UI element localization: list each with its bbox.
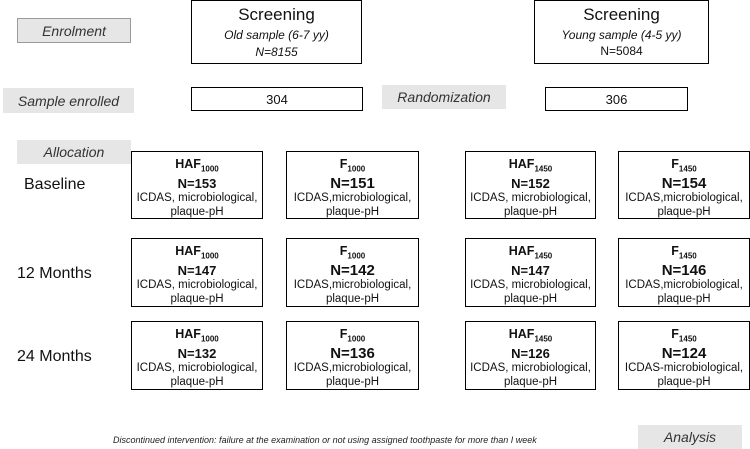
group-name-base: HAF	[508, 157, 535, 171]
group-name-base: F	[671, 157, 679, 171]
group-name-subscript: 1450	[534, 164, 553, 174]
group-name	[287, 157, 418, 177]
sample-enrolled-label	[3, 88, 134, 113]
screening-box-young	[534, 0, 709, 64]
screening-title: Screening	[238, 5, 315, 24]
timepoint-24-months: 24 Months	[17, 348, 92, 365]
group-name-subscript: 1450	[534, 251, 553, 261]
group-n: N=151	[330, 174, 375, 192]
group-name-base: F	[339, 244, 348, 258]
group-name	[466, 327, 595, 347]
group-box	[286, 151, 419, 219]
group-measures: ICDAS,microbiological, plaque-pH	[293, 278, 412, 305]
group-name	[619, 327, 749, 347]
group-box	[618, 321, 750, 390]
group-measures: ICDAS,microbiological, plaque-pH	[625, 278, 743, 305]
group-n: N=142	[330, 261, 375, 279]
enrolled-count-value: 306	[605, 91, 628, 107]
group-measures: ICDAS,microbiological, plaque-pH	[293, 191, 412, 218]
group-name-subscript: 1000	[347, 251, 366, 261]
analysis-label	[638, 425, 742, 449]
group-name	[466, 157, 595, 177]
group-n: N=154	[661, 174, 707, 192]
enrolled-count-young	[545, 87, 688, 111]
allocation-label	[17, 140, 131, 164]
group-name	[132, 244, 262, 264]
group-name-base: F	[339, 157, 348, 171]
group-measures: ICDAS, microbiological, plaque-pH	[470, 278, 591, 305]
group-name-subscript: 1000	[200, 164, 219, 174]
screening-n: N=5084	[600, 44, 643, 58]
group-n: N=124	[661, 344, 707, 362]
group-measures: ICDAS, microbiological, plaque-pH	[136, 361, 258, 388]
group-name	[132, 157, 262, 177]
screening-subtitle: Young sample (4-5 yy)	[561, 28, 682, 42]
group-name-subscript: 1450	[678, 164, 697, 174]
enrolment-text: Enrolment	[42, 22, 106, 39]
group-n: N=147	[511, 262, 550, 278]
group-name-base: F	[671, 327, 679, 341]
group-name-base: HAF	[175, 157, 201, 171]
group-name-base: F	[339, 327, 348, 341]
group-name	[619, 244, 749, 264]
enrolled-count-old	[191, 87, 363, 111]
randomization-label	[382, 85, 506, 109]
group-n: N=136	[330, 344, 375, 362]
screening-n: N=8155	[255, 45, 298, 59]
enrolment-label	[17, 18, 131, 43]
group-name-base: HAF	[175, 244, 201, 258]
allocation-text: Allocation	[43, 144, 105, 160]
group-name-subscript: 1450	[678, 251, 697, 261]
group-box	[131, 151, 263, 219]
sample-enrolled-text: Sample enrolled	[17, 92, 120, 109]
group-measures: ICDAS, microbiological, plaque-pH	[470, 361, 591, 388]
randomization-text: Randomization	[397, 89, 491, 105]
group-name-subscript: 1000	[200, 334, 219, 344]
group-name-base: F	[671, 244, 679, 258]
group-measures: ICDAS, microbiological, plaque-pH	[470, 191, 591, 218]
group-name-subscript: 1450	[534, 334, 553, 344]
group-name-subscript: 1000	[347, 334, 366, 344]
group-box	[618, 238, 750, 307]
group-box	[465, 238, 596, 307]
group-measures: ICDAS,microbiological, plaque-pH	[293, 361, 412, 388]
group-name-subscript: 1000	[347, 164, 366, 174]
group-n: N=126	[511, 345, 550, 361]
discontinued-note: Discontinued intervention: failure at the examination or not using assigned toothpaste for more than I week	[113, 435, 537, 445]
group-n: N=132	[177, 345, 217, 361]
group-n: N=146	[661, 261, 707, 279]
group-n: N=152	[511, 175, 550, 191]
screening-subtitle: Old sample (6-7 yy)	[224, 28, 329, 42]
group-n: N=153	[177, 175, 217, 191]
group-box	[131, 238, 263, 307]
group-measures: ICDAS,microbiological, plaque-pH	[625, 191, 743, 218]
group-name-base: HAF	[508, 327, 535, 341]
screening-title: Screening	[583, 5, 660, 24]
group-box	[286, 321, 419, 390]
group-box	[465, 151, 596, 219]
group-box	[618, 151, 750, 219]
group-name	[287, 327, 418, 347]
group-name-base: HAF	[508, 244, 535, 258]
group-name-base: HAF	[175, 327, 201, 341]
group-box	[131, 321, 263, 390]
group-name-subscript: 1450	[678, 334, 697, 344]
group-box	[286, 238, 419, 307]
group-measures: ICDAS, microbiological, plaque-pH	[136, 278, 258, 305]
group-name-subscript: 1000	[200, 251, 219, 261]
group-n: N=147	[177, 262, 217, 278]
enrolled-count-value: 304	[266, 91, 288, 107]
group-box	[465, 321, 596, 390]
group-name	[132, 327, 262, 347]
group-name	[287, 244, 418, 264]
screening-box-old	[191, 0, 362, 64]
group-measures: ICDAS, microbiological, plaque-pH	[136, 191, 258, 218]
analysis-text: Analysis	[663, 429, 717, 445]
timepoint-12-months: 12 Months	[17, 265, 92, 282]
group-measures: ICDAS-microbiological, plaque-pH	[624, 361, 744, 388]
group-name	[466, 244, 595, 264]
group-name	[619, 157, 749, 177]
timepoint-baseline: Baseline	[24, 176, 86, 193]
